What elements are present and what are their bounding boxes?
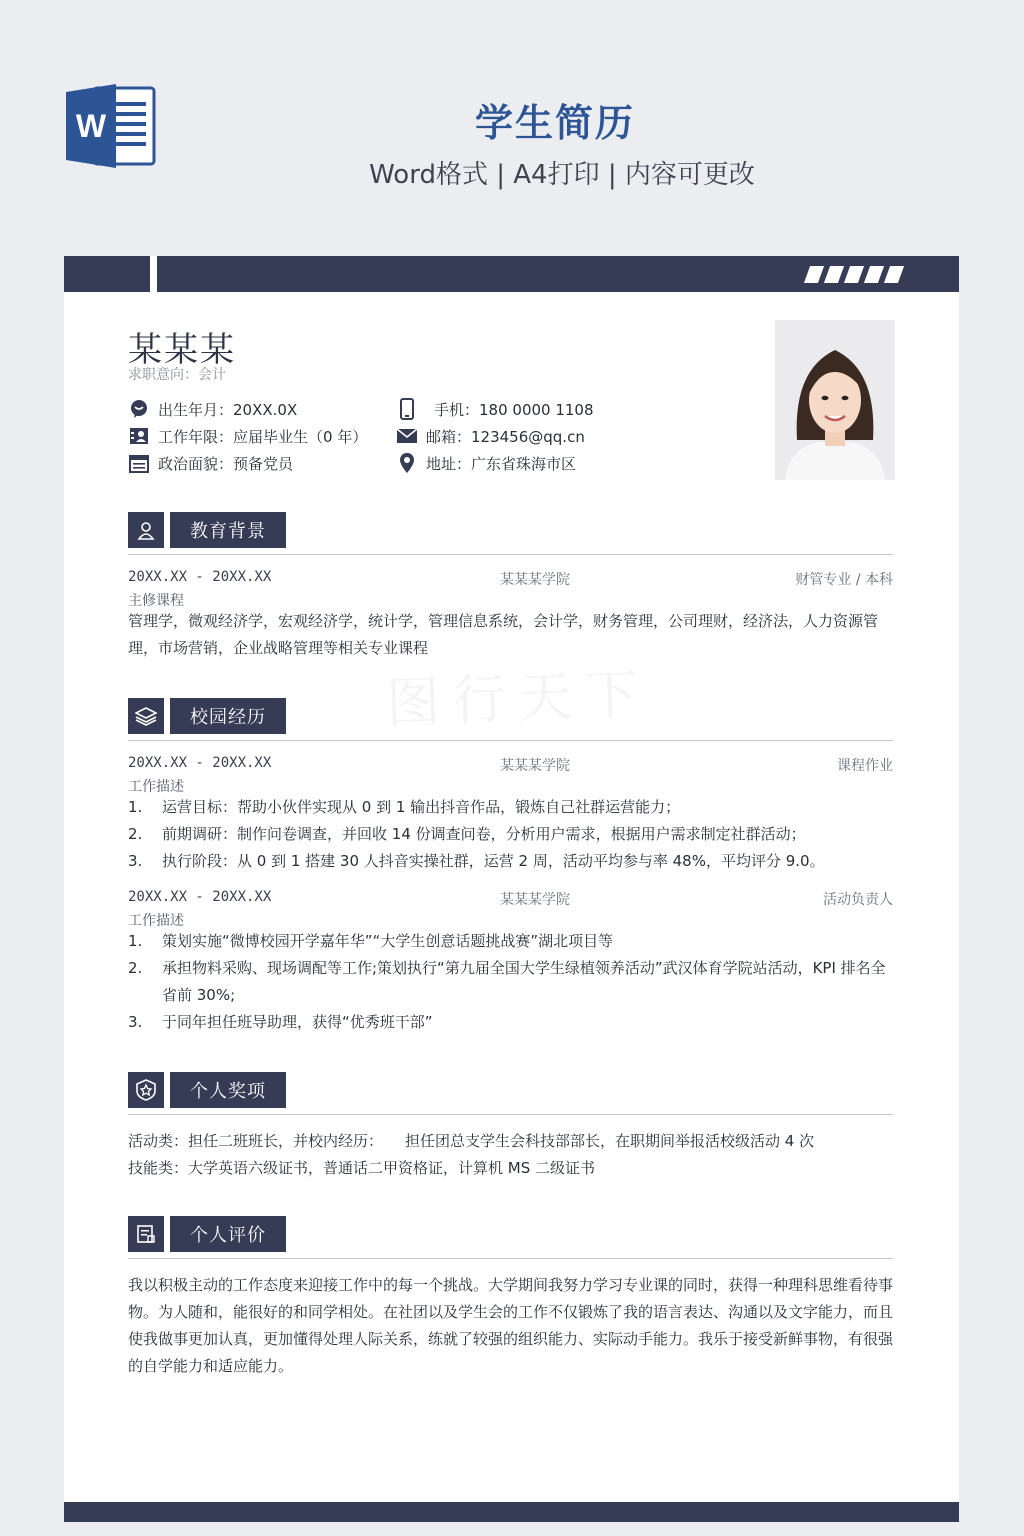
promo-subtitle: Word格式 | A4打印 | 内容可更改 [369, 160, 755, 190]
evaluation-section-header [128, 1216, 893, 1260]
envelope-icon [396, 425, 418, 447]
years-text: 工作年限：应届毕业生（0 年） [158, 427, 368, 446]
list-item: 1. 策划实施“微博校园开学嘉年华”“大学生创意话题挑战赛”湖北项目等 [128, 932, 614, 950]
email-text: 邮箱：123456@qq.cn [426, 427, 585, 446]
phone-icon [396, 398, 418, 420]
work-desc-label: 工作描述 [128, 913, 184, 929]
evaluation-text: 我以积极主动的工作态度来迎接工作中的每一个挑战。大学期间我努力学习专业课的同时，获得一种理科思维看待事物。为人随和，能很好的和同学相处。在社团以及学生会的工作不仅锻炼了我的语言表达、沟通以及文字能力，而且使我做事更加认真，更加懂得处理人际关系，练就了较强的组织能力、实际动手能力。我乐于接受新鲜事物，有很强的自学能力和适应能力。 [128, 1276, 894, 1375]
work-desc-label: 工作描述 [128, 779, 184, 795]
section-divider [128, 740, 893, 741]
campus-entry-role: 活动负责人 [823, 892, 893, 908]
promo-title: 学生简历 [474, 101, 635, 145]
phone-text: 手机：180 0000 1108 [434, 400, 594, 419]
campus-title: 校园经历 [170, 698, 286, 734]
evaluation-title: 个人评价 [170, 1216, 286, 1252]
calendar-icon [128, 452, 150, 474]
award-activity-text: 担任团总支学生会科技部部长，在职期间举报活校级活动 4 次 [405, 1132, 815, 1150]
job-intent: 求职意向：会计 [128, 367, 226, 383]
profile-photo [775, 320, 895, 480]
campus-entry-role: 课程作业 [837, 758, 893, 774]
list-item: 2. 前期调研：制作问卷调查，并回收 14 份调查问卷，分析用户需求，根据用户需求制定社群活动； [128, 825, 806, 843]
campus-entry-2-meta [128, 889, 893, 909]
resume-sheet [64, 256, 959, 1522]
section-divider [128, 1258, 893, 1259]
layers-icon [128, 698, 164, 734]
campus-entry-school: 某某某学院 [500, 758, 570, 774]
header-bar-gap [150, 256, 157, 292]
section-divider [128, 1114, 893, 1115]
politics-text: 政治面貌：预备党员 [158, 454, 294, 473]
years-info [128, 425, 367, 447]
list-item: 2. 承担物料采购、现场调配等工作;策划执行“第九届全国大学生绿植领养活动”武汉体育学院站活动，KPI 排名全省前 30%; [128, 959, 886, 1004]
education-major: 财管专业 / 本科 [795, 572, 893, 588]
courses-text: 管理学，微观经济学，宏观经济学，统计学，管理信息系统，会计学，财务管理，公司理财，经济法，人力资源管理，市场营销，企业战略管理等相关专业课程 [128, 612, 879, 657]
education-date: 20XX.XX - 20XX.XX [128, 569, 272, 585]
education-section-header [128, 512, 893, 556]
graduate-icon [128, 512, 164, 548]
candidate-name: 某某某 [128, 330, 236, 370]
watermark: 图行天下 [385, 662, 652, 735]
awards-title: 个人奖项 [170, 1072, 286, 1108]
birth-info [128, 398, 297, 420]
birth-text: 出生年月：20XX.0X [158, 400, 298, 419]
chat-bubble-icon [128, 398, 150, 420]
email-info [396, 425, 585, 447]
award-activity [128, 1130, 814, 1151]
campus-entry-date: 20XX.XX - 20XX.XX [128, 889, 272, 905]
list-item: 3. 执行阶段：从 0 到 1 搭建 30 人抖音实操社群，运营 2 周，活动平均参与率 48%，平均评分 9.0。 [128, 852, 825, 870]
header-stripes [807, 266, 901, 283]
campus-section-header [128, 698, 893, 742]
address-text: 地址：广东省珠海市区 [426, 454, 577, 473]
id-card-icon [128, 425, 150, 447]
phone-info [396, 398, 594, 420]
awards-section-header [128, 1072, 893, 1116]
education-meta [128, 569, 893, 589]
award-activity-label: 活动类：担任二班班长，并校内经历： [128, 1132, 384, 1150]
document-icon [128, 1216, 164, 1252]
campus-entry-2-list [128, 928, 896, 1036]
campus-entry-school: 某某某学院 [500, 892, 570, 908]
list-item: 1. 运营目标：帮助小伙伴实现从 0 到 1 输出抖音作品，锻炼自己社群运营能力； [128, 798, 681, 816]
section-divider [128, 554, 893, 555]
campus-entry-date: 20XX.XX - 20XX.XX [128, 755, 272, 771]
courses-label: 主修课程 [128, 593, 184, 609]
award-skill: 技能类：大学英语六级证书，普通话二甲资格证，计算机 MS 二级证书 [128, 1159, 596, 1177]
education-title: 教育背景 [170, 512, 286, 548]
word-logo-letter: W [75, 108, 107, 144]
location-pin-icon [396, 452, 418, 474]
address-info [396, 452, 576, 474]
politics-info [128, 452, 293, 474]
campus-entry-1-list [128, 794, 896, 875]
footer-bar [64, 1502, 959, 1522]
list-item: 3. 于同年担任班导助理，获得“优秀班干部” [128, 1013, 433, 1031]
star-badge-icon [128, 1072, 164, 1108]
education-school: 某某某学院 [500, 572, 570, 588]
campus-entry-1-meta [128, 755, 893, 775]
